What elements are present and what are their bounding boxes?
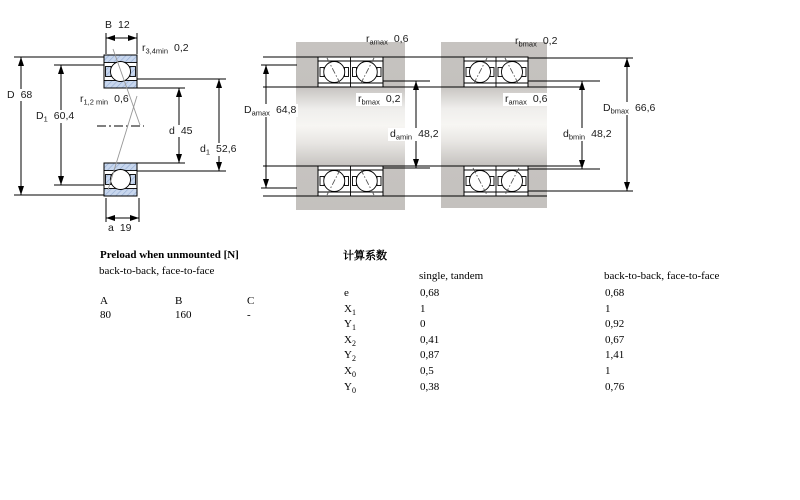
pair-a-bottom (318, 166, 383, 196)
preload-value-A: 80 (100, 309, 111, 321)
dim-label-a-damin: $d_{amin}$ 48,2 (390, 128, 439, 142)
factors-title: 计算系数 (343, 250, 387, 262)
preload-title: Preload when unmounted [N] (100, 249, 239, 261)
preload-col-C: C (247, 295, 255, 307)
dim-label-D: D 68 (7, 89, 33, 101)
factors-table (343, 247, 783, 407)
dim-label-b-rbmax: $r_{bmax}$ 0,2 (515, 35, 558, 49)
paired-drawing-b (441, 42, 633, 208)
pair-b-bottom (464, 166, 528, 196)
factors-col2-header: back-to-back, face-to-face (604, 270, 720, 282)
preload-subtitle: back-to-back, face-to-face (99, 265, 215, 277)
dim-label-b-Dbmax: $D_{bmax}$ 66,6 (603, 102, 656, 116)
dim-label-a-rbmax: $r_{bmax}$ 0,2 (358, 93, 401, 107)
factors-row-Y1: $Y_1$ 0 0,92 (344, 318, 625, 333)
dim-label-a-Damax: $D_{amax}$ 64,8 (244, 104, 297, 118)
dim-label-d1: $d_1$ 52,6 (200, 143, 237, 157)
preload-value-C: - (247, 309, 251, 321)
dim-label-a-ramax: $r_{amax}$ 0,6 (366, 33, 409, 47)
factors-row-Y2: $Y_2$ 0,87 1,41 (344, 349, 625, 364)
factors-col1-header: single, tandem (419, 270, 484, 282)
dim-label-r12: $r_{1,2 min}$ 0,6 (80, 93, 129, 107)
preload-table (100, 249, 330, 329)
factors-row-e: e 0,68 0,68 (344, 287, 625, 299)
preload-header-row (100, 295, 254, 307)
paired-drawing-a (261, 42, 441, 210)
factors-row-X2: $X_2$ 0,41 0,67 (344, 333, 625, 348)
dim-label-a: a 19 (108, 222, 132, 234)
factors-row-X1: $X_1$ 1 1 (344, 302, 611, 317)
pair-a-top (318, 57, 383, 87)
factors-rows (344, 287, 774, 396)
dim-label-r34: $r_{3,4min}$ 0,2 (142, 42, 189, 56)
dim-label-b-dbmin: $d_{bmin}$ 48,2 (563, 128, 612, 142)
factors-row-X0: $X_0$ 0,5 1 (344, 364, 611, 379)
preload-col-A: A (100, 295, 108, 307)
dim-label-D1: $D_1$ 60,4 (36, 110, 75, 124)
dim-label-B: B 12 (105, 19, 130, 31)
preload-value-row (100, 309, 251, 321)
dim-label-b-ramax: $r_{amax}$ 0,6 (505, 93, 548, 107)
bearing-section-bottom (104, 163, 137, 196)
bearing-section-top (104, 55, 137, 88)
pair-b-top (464, 57, 528, 87)
factors-row-Y0: $Y_0$ 0,38 0,76 (344, 380, 625, 395)
preload-value-B: 160 (175, 309, 192, 321)
dim-label-d: d 45 (169, 125, 193, 137)
preload-col-B: B (175, 295, 183, 307)
